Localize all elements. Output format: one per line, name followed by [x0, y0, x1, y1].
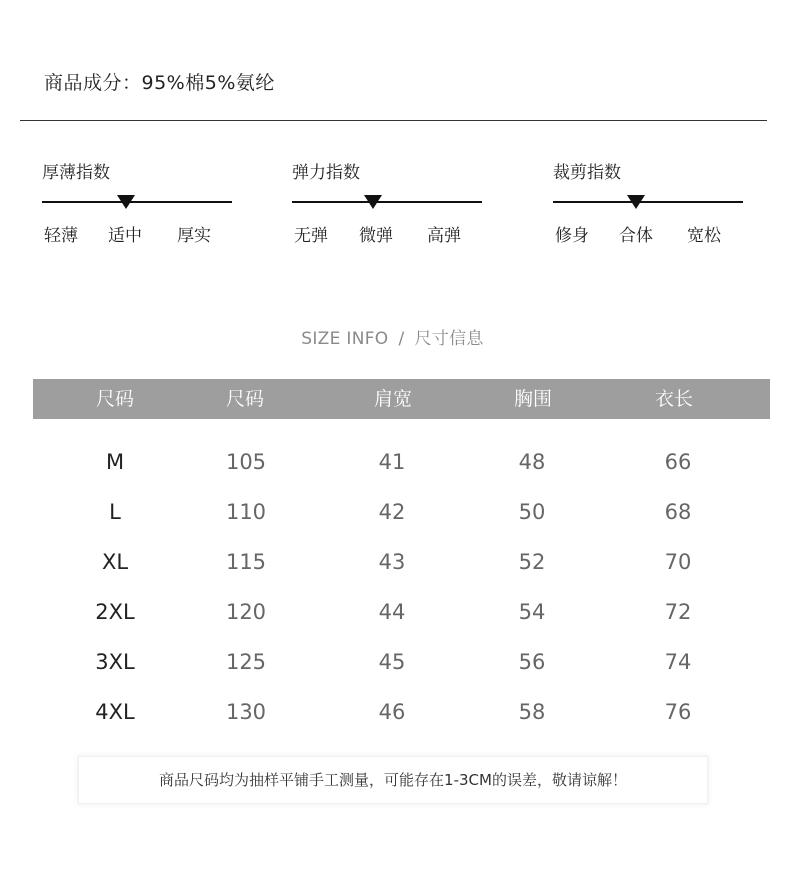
cell-size: 3XL: [95, 650, 135, 674]
size-info-heading: [0, 324, 785, 349]
thickness-index: [42, 160, 232, 247]
header-size: 尺码: [95, 388, 134, 410]
thickness-scale-bar: [42, 201, 232, 203]
header-size-number: 尺码: [225, 388, 264, 410]
table-row: [0, 594, 790, 630]
cell-chest: 58: [518, 700, 546, 724]
elasticity-index-title: 弹力指数: [292, 163, 360, 183]
measurement-note: 商品尺码均为抽样平铺手工测量，可能存在1-3CM的误差，敬请谅解！: [159, 771, 627, 789]
cell-chest: 56: [518, 650, 546, 674]
cell-length: 66: [664, 450, 692, 474]
cut-level-regular: 合体: [619, 226, 653, 246]
cell-size-number: 110: [225, 500, 267, 524]
elasticity-marker-icon: [364, 195, 382, 209]
cell-shoulder: 43: [378, 550, 406, 574]
cell-size-number: 105: [225, 450, 267, 474]
thickness-level-medium: 适中: [108, 226, 142, 246]
cell-chest: 52: [518, 550, 546, 574]
table-row: [0, 544, 790, 580]
divider: [20, 120, 767, 121]
cell-chest: 54: [518, 600, 546, 624]
cell-shoulder: 46: [378, 700, 406, 724]
header-length: 衣长: [654, 388, 693, 410]
cut-level-slim: 修身: [555, 226, 589, 246]
size-info-separator: /: [398, 329, 405, 349]
thickness-marker-icon: [117, 195, 135, 209]
cell-size: L: [109, 500, 121, 524]
cell-size: XL: [101, 550, 129, 574]
table-row: [0, 494, 790, 530]
table-row: [0, 644, 790, 680]
cut-index-title: 裁剪指数: [553, 163, 621, 183]
cell-chest: 50: [518, 500, 546, 524]
elasticity-level-slight: 微弹: [359, 226, 393, 246]
cell-size-number: 115: [225, 550, 267, 574]
header-shoulder: 肩宽: [373, 388, 412, 410]
cell-chest: 48: [518, 450, 546, 474]
size-table-header: [33, 379, 770, 419]
cell-size: 4XL: [95, 700, 135, 724]
cell-length: 70: [664, 550, 692, 574]
cut-level-loose: 宽松: [687, 226, 721, 246]
cell-length: 74: [664, 650, 692, 674]
cell-size: M: [105, 450, 125, 474]
cell-size: 2XL: [95, 600, 135, 624]
cell-shoulder: 42: [378, 500, 406, 524]
elasticity-level-high: 高弹: [427, 226, 461, 246]
thickness-level-thick: 厚实: [177, 226, 211, 246]
size-info-en: SIZE INFO: [301, 329, 389, 349]
cell-shoulder: 41: [378, 450, 406, 474]
fabric-composition: 商品成分：95%棉5%氨纶: [44, 72, 275, 94]
cell-size-number: 120: [225, 600, 267, 624]
cell-length: 68: [664, 500, 692, 524]
cell-length: 72: [664, 600, 692, 624]
measurement-note-box: [78, 756, 708, 804]
cell-shoulder: 44: [378, 600, 406, 624]
cut-scale-bar: [553, 201, 743, 203]
thickness-index-title: 厚薄指数: [42, 163, 110, 183]
header-chest: 胸围: [513, 388, 552, 410]
cut-index: [553, 160, 743, 247]
elasticity-level-none: 无弹: [294, 226, 328, 246]
elasticity-scale-bar: [292, 201, 482, 203]
elasticity-index: [292, 160, 482, 247]
thickness-level-light: 轻薄: [44, 226, 78, 246]
cut-marker-icon: [627, 195, 645, 209]
size-info-zh: 尺寸信息: [414, 329, 484, 349]
table-row: [0, 694, 790, 730]
table-row: [0, 444, 790, 480]
cell-size-number: 130: [225, 700, 267, 724]
cell-size-number: 125: [225, 650, 267, 674]
cell-length: 76: [664, 700, 692, 724]
cell-shoulder: 45: [378, 650, 406, 674]
